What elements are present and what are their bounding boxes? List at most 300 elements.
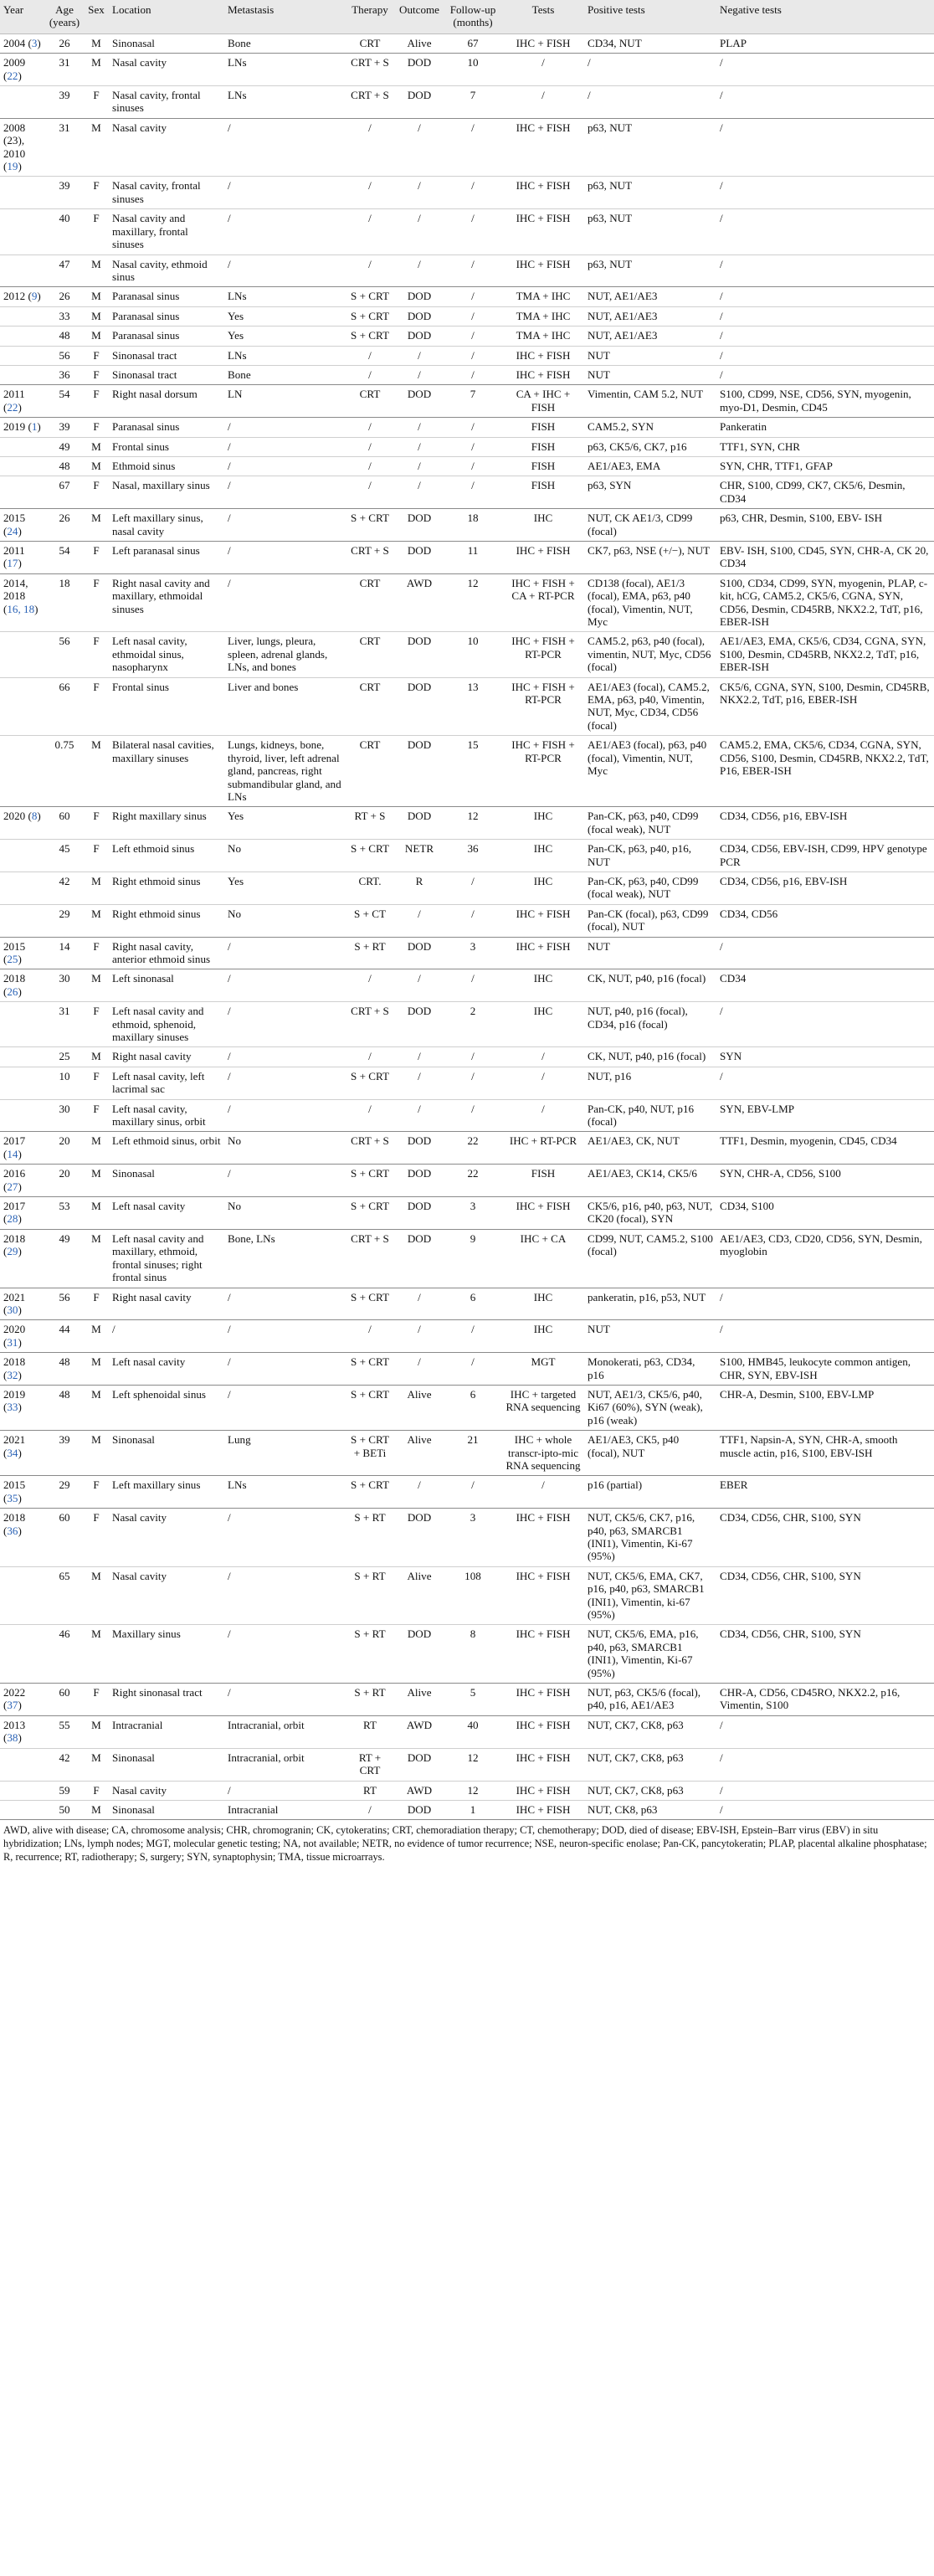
outcome-cell: AWD [395, 1781, 444, 1800]
outcome-cell: DOD [395, 1800, 444, 1819]
year-text: 2014, 2018 [3, 576, 28, 603]
reference-link[interactable]: 17 [7, 557, 18, 570]
follow-up-cell: / [444, 306, 502, 326]
table-row [0, 287, 934, 306]
sex-cell: M [84, 1625, 109, 1684]
reference-link[interactable]: 35 [7, 1491, 18, 1504]
reference-link[interactable]: 26 [7, 985, 18, 998]
outcome-cell: Alive [395, 1431, 444, 1476]
outcome-cell: / [395, 476, 444, 509]
tests-cell: IHC + FISH [502, 542, 584, 574]
therapy-cell: S + CRT [345, 840, 395, 872]
tests-cell: CA + IHC + FISH [502, 385, 584, 418]
year-text: 2018 [3, 1231, 26, 1245]
therapy-cell: / [345, 365, 395, 384]
reference-link[interactable]: 9 [31, 290, 38, 303]
year-cell: 2004 (3) [0, 33, 45, 53]
location-cell: Sinonasal [109, 1165, 224, 1197]
age-cell: 30 [45, 969, 84, 1002]
table-row [0, 1353, 934, 1386]
column-header: Follow-up (months) [444, 0, 502, 33]
tests-cell: IHC + FISH [502, 1715, 584, 1748]
outcome-cell: / [395, 1047, 444, 1067]
metastasis-cell: / [224, 509, 345, 542]
table-row [0, 118, 934, 177]
positive-tests-cell: p16 (partial) [584, 1476, 716, 1509]
age-cell: 53 [45, 1197, 84, 1230]
therapy-cell: / [345, 437, 395, 456]
follow-up-cell: 9 [444, 1229, 502, 1288]
location-cell: Nasal cavity [109, 1509, 224, 1567]
metastasis-cell: / [224, 1684, 345, 1716]
metastasis-cell: / [224, 437, 345, 456]
metastasis-cell: / [224, 1385, 345, 1430]
outcome-cell: DOD [395, 1229, 444, 1288]
outcome-cell: DOD [395, 1165, 444, 1197]
metastasis-cell: / [224, 177, 345, 209]
positive-tests-cell: CK, NUT, p40, p16 (focal) [584, 1047, 716, 1067]
tests-cell: IHC [502, 807, 584, 840]
tests-cell: IHC + FISH [502, 1781, 584, 1800]
metastasis-cell: Yes [224, 807, 345, 840]
sex-cell: F [84, 385, 109, 418]
year-text: 2018 [3, 1511, 26, 1525]
tests-cell: IHC [502, 1288, 584, 1320]
positive-tests-cell: CK5/6, p16, p40, p63, NUT, CK20 (focal), SYN [584, 1197, 716, 1230]
negative-tests-cell: S100, CD99, NSE, CD56, SYN, myogenin, myo-D1, Desmin, CD45 [716, 385, 934, 418]
reference-link[interactable]: 31 [7, 1335, 18, 1349]
positive-tests-cell: NUT [584, 1320, 716, 1353]
follow-up-cell: 67 [444, 33, 502, 53]
positive-tests-cell: NUT, CK8, p63 [584, 1800, 716, 1819]
year-text: 2015 [3, 939, 26, 953]
year-cell [0, 632, 45, 677]
reference-link[interactable]: 19 [7, 160, 18, 173]
column-header: Sex [84, 0, 109, 33]
reference-link[interactable]: 28 [7, 1212, 18, 1226]
metastasis-cell: Liver, lungs, pleura, spleen, adrenal glands, LNs, and bones [224, 632, 345, 677]
positive-tests-cell: Pan-CK (focal), p63, CD99 (focal), NUT [584, 904, 716, 937]
tests-cell: IHC + FISH [502, 1800, 584, 1819]
table-row [0, 937, 934, 969]
metastasis-cell: LNs [224, 346, 345, 365]
metastasis-cell: / [224, 573, 345, 632]
table-row [0, 632, 934, 677]
reference-link[interactable]: 14 [7, 1147, 18, 1160]
sex-cell: M [84, 1715, 109, 1748]
age-cell: 25 [45, 1047, 84, 1067]
follow-up-cell: / [444, 476, 502, 509]
reference-link[interactable]: 16, 18 [7, 602, 35, 615]
age-cell: 20 [45, 1165, 84, 1197]
follow-up-cell: / [444, 346, 502, 365]
therapy-cell: S + CRT [345, 287, 395, 306]
metastasis-cell: Bone [224, 365, 345, 384]
follow-up-cell: 3 [444, 937, 502, 969]
negative-tests-cell: PLAP [716, 33, 934, 53]
table-row [0, 969, 934, 1002]
age-cell: 10 [45, 1067, 84, 1099]
sex-cell: F [84, 476, 109, 509]
negative-tests-cell: / [716, 346, 934, 365]
positive-tests-cell: NUT, CK5/6, EMA, p16, p40, p63, SMARCB1 (INI1), Vimentin, Ki-67 (95%) [584, 1625, 716, 1684]
column-header: Tests [502, 0, 584, 33]
therapy-cell: / [345, 118, 395, 177]
location-cell: Paranasal sinus [109, 326, 224, 346]
age-cell: 54 [45, 385, 84, 418]
outcome-cell: DOD [395, 287, 444, 306]
reference-link[interactable]: 25 [7, 952, 18, 965]
age-cell: 20 [45, 1132, 84, 1165]
metastasis-cell: LNs [224, 1476, 345, 1509]
age-cell: 26 [45, 287, 84, 306]
outcome-cell: DOD [395, 326, 444, 346]
therapy-cell: S + RT [345, 1566, 395, 1625]
positive-tests-cell: CAM5.2, p63, p40 (focal), vimentin, NUT, Myc, CD56 (focal) [584, 632, 716, 677]
therapy-cell: S + RT [345, 1625, 395, 1684]
age-cell: 48 [45, 456, 84, 476]
year-cell [0, 1067, 45, 1099]
outcome-cell: / [395, 346, 444, 365]
therapy-cell: S + RT [345, 937, 395, 969]
year-cell [0, 1748, 45, 1781]
year-text: 2015 [3, 1478, 26, 1492]
outcome-cell: / [395, 365, 444, 384]
sex-cell: F [84, 365, 109, 384]
reference-link[interactable]: 3 [31, 36, 38, 49]
therapy-cell: S + CRT [345, 1288, 395, 1320]
sex-cell: F [84, 840, 109, 872]
year-cell: 2018 (32) [0, 1353, 45, 1386]
negative-tests-cell: SYN [716, 1047, 934, 1067]
follow-up-cell: / [444, 418, 502, 437]
metastasis-cell: Yes [224, 326, 345, 346]
positive-tests-cell: AE1/AE3, CK14, CK5/6 [584, 1165, 716, 1197]
location-cell: Right ethmoid sinus [109, 904, 224, 937]
sex-cell: M [84, 1353, 109, 1386]
location-cell: Sinonasal tract [109, 365, 224, 384]
table-row [0, 306, 934, 326]
reference-link[interactable]: 29 [7, 1245, 18, 1258]
table-row [0, 1320, 934, 1353]
metastasis-cell: / [224, 542, 345, 574]
negative-tests-cell: AE1/AE3, CD3, CD20, CD56, SYN, Desmin, myoglobin [716, 1229, 934, 1288]
positive-tests-cell: NUT, p40, p16 (focal), CD34, p16 (focal) [584, 1002, 716, 1047]
reference-link[interactable]: 1 [31, 420, 38, 434]
tests-cell: / [502, 86, 584, 119]
year-cell: 2015 (35) [0, 1476, 45, 1509]
metastasis-cell: Intracranial, orbit [224, 1715, 345, 1748]
outcome-cell: / [395, 1476, 444, 1509]
reference-link[interactable]: 32 [7, 1368, 18, 1381]
location-cell: Right nasal cavity, anterior ethmoid sinus [109, 937, 224, 969]
negative-tests-cell: / [716, 365, 934, 384]
tests-cell: / [502, 1476, 584, 1509]
age-cell: 44 [45, 1320, 84, 1353]
year-cell [0, 677, 45, 736]
table-row [0, 326, 934, 346]
positive-tests-cell: AE1/AE3 (focal), CAM5.2, EMA, p63, p40, Vimentin, NUT, Myc, CD34, CD56 (focal) [584, 677, 716, 736]
negative-tests-cell: / [716, 1715, 934, 1748]
outcome-cell: AWD [395, 573, 444, 632]
metastasis-cell: Lungs, kidneys, bone, thyroid, liver, left adrenal gland, pancreas, right submandibular gland, and LNs [224, 736, 345, 807]
positive-tests-cell: CD138 (focal), AE1/3 (focal), EMA, p63, p40 (focal), Vimentin, NUT, Myc [584, 573, 716, 632]
table-row [0, 33, 934, 53]
reference-link[interactable]: 30 [7, 1303, 18, 1316]
age-cell: 50 [45, 1800, 84, 1819]
year-cell: 2014, 2018 (16, 18) [0, 573, 45, 632]
location-cell: Nasal cavity [109, 118, 224, 177]
year-cell: 2013 (38) [0, 1715, 45, 1748]
positive-tests-cell: NUT, CK7, CK8, p63 [584, 1781, 716, 1800]
negative-tests-cell: EBV- ISH, S100, CD45, SYN, CHR-A, CK 20, CD34 [716, 542, 934, 574]
age-cell: 65 [45, 1566, 84, 1625]
table-row [0, 509, 934, 542]
year-cell: 2015 (25) [0, 937, 45, 969]
tests-cell: FISH [502, 1165, 584, 1197]
tests-cell: IHC + RT-PCR [502, 1132, 584, 1165]
tests-cell: IHC + FISH [502, 1197, 584, 1230]
outcome-cell: DOD [395, 54, 444, 86]
year-text: 2020 [3, 1323, 26, 1336]
therapy-cell: / [345, 456, 395, 476]
negative-tests-cell: / [716, 1067, 934, 1099]
positive-tests-cell: NUT, AE1/AE3 [584, 326, 716, 346]
location-cell: Left ethmoid sinus, orbit [109, 1132, 224, 1165]
positive-tests-cell: Pan-CK, p63, p40, p16, NUT [584, 840, 716, 872]
therapy-cell: RT [345, 1715, 395, 1748]
sex-cell: M [84, 33, 109, 53]
therapy-cell: / [345, 1320, 395, 1353]
metastasis-cell: No [224, 1132, 345, 1165]
year-cell [0, 1566, 45, 1625]
therapy-cell: RT [345, 1781, 395, 1800]
year-text: 2020 [3, 810, 26, 823]
negative-tests-cell: S100, CD34, CD99, SYN, myogenin, PLAP, c-kit, hCG, CAM5.2, CK5/6, CGNA, SYN, CD56, Desmin, CD45RB, NKX2.2, TdT, p16, EBER-ISH [716, 573, 934, 632]
follow-up-cell: 10 [444, 54, 502, 86]
tests-cell: IHC + targeted RNA sequencing [502, 1385, 584, 1430]
tests-cell: IHC + FISH + RT-PCR [502, 632, 584, 677]
therapy-cell: CRT + S [345, 54, 395, 86]
outcome-cell: DOD [395, 86, 444, 119]
negative-tests-cell: CD34 [716, 969, 934, 1002]
table-row [0, 1715, 934, 1748]
column-header: Age (years) [45, 0, 84, 33]
positive-tests-cell: Monokerati, p63, CD34, p16 [584, 1353, 716, 1386]
follow-up-cell: 2 [444, 1002, 502, 1047]
therapy-cell: CRT [345, 573, 395, 632]
negative-tests-cell: SYN, EBV-LMP [716, 1099, 934, 1132]
follow-up-cell: / [444, 1099, 502, 1132]
table-row [0, 904, 934, 937]
table-row [0, 456, 934, 476]
reference-link[interactable]: 22 [7, 69, 18, 82]
location-cell: Nasal cavity [109, 1566, 224, 1625]
follow-up-cell: 5 [444, 1684, 502, 1716]
year-cell [0, 86, 45, 119]
sex-cell: M [84, 456, 109, 476]
metastasis-cell: / [224, 209, 345, 255]
negative-tests-cell: TTF1, Desmin, myogenin, CD45, CD34 [716, 1132, 934, 1165]
year-cell: 2018 (26) [0, 969, 45, 1002]
sex-cell: F [84, 573, 109, 632]
table-row [0, 1684, 934, 1716]
metastasis-cell: / [224, 476, 345, 509]
location-cell: Right sinonasal tract [109, 1684, 224, 1716]
sex-cell: M [84, 1385, 109, 1430]
location-cell: Left paranasal sinus [109, 542, 224, 574]
location-cell: Maxillary sinus [109, 1625, 224, 1684]
year-cell [0, 1047, 45, 1067]
column-header: Location [109, 0, 224, 33]
location-cell: Right nasal cavity and maxillary, ethmoidal sinuses [109, 573, 224, 632]
follow-up-cell: / [444, 209, 502, 255]
age-cell: 56 [45, 632, 84, 677]
outcome-cell: DOD [395, 1748, 444, 1781]
outcome-cell: DOD [395, 306, 444, 326]
follow-up-cell: 1 [444, 1800, 502, 1819]
negative-tests-cell: / [716, 1320, 934, 1353]
therapy-cell: CRT + S [345, 542, 395, 574]
sex-cell: M [84, 736, 109, 807]
age-cell: 18 [45, 573, 84, 632]
reference-link[interactable]: 34 [7, 1446, 18, 1459]
year-cell: 2012 (9) [0, 287, 45, 306]
metastasis-cell: / [224, 1566, 345, 1625]
follow-up-cell: / [444, 1067, 502, 1099]
age-cell: 49 [45, 1229, 84, 1288]
location-cell: Paranasal sinus [109, 306, 224, 326]
location-cell: Left nasal cavity [109, 1353, 224, 1386]
follow-up-cell: / [444, 177, 502, 209]
table-row [0, 385, 934, 418]
year-text: 2022 [3, 1686, 26, 1699]
negative-tests-cell: p63, CHR, Desmin, S100, EBV- ISH [716, 509, 934, 542]
sex-cell: F [84, 86, 109, 119]
location-cell: Left nasal cavity [109, 1197, 224, 1230]
therapy-cell: S + CT [345, 904, 395, 937]
tests-cell: TMA + IHC [502, 306, 584, 326]
reference-link[interactable]: 8 [31, 810, 38, 823]
sex-cell: F [84, 418, 109, 437]
follow-up-cell: 15 [444, 736, 502, 807]
location-cell: Frontal sinus [109, 677, 224, 736]
outcome-cell: / [395, 456, 444, 476]
therapy-cell: S + CRT [345, 306, 395, 326]
sex-cell: F [84, 677, 109, 736]
reference-link[interactable]: 38 [7, 1731, 18, 1745]
negative-tests-cell: SYN, CHR, TTF1, GFAP [716, 456, 934, 476]
metastasis-cell: Intracranial, orbit [224, 1748, 345, 1781]
therapy-cell: S + CRT [345, 509, 395, 542]
negative-tests-cell: S100, HMB45, leukocyte common antigen, CHR, SYN, EBV-ISH [716, 1353, 934, 1386]
therapy-cell: S + CRT + BETi [345, 1431, 395, 1476]
reference-link[interactable]: 33 [7, 1401, 18, 1414]
year-text: 2016 [3, 1167, 26, 1180]
metastasis-cell: LN [224, 385, 345, 418]
reference-link[interactable]: 37 [7, 1699, 18, 1712]
tests-cell: IHC + FISH [502, 118, 584, 177]
age-cell: 40 [45, 209, 84, 255]
column-header: Positive tests [584, 0, 716, 33]
negative-tests-cell: CD34, S100 [716, 1197, 934, 1230]
therapy-cell: S + CRT [345, 1353, 395, 1386]
therapy-cell: RT + CRT [345, 1748, 395, 1781]
year-cell: 2021 (30) [0, 1288, 45, 1320]
table-row [0, 1165, 934, 1197]
location-cell: Bilateral nasal cavities, maxillary sinuses [109, 736, 224, 807]
sex-cell: M [84, 872, 109, 904]
positive-tests-cell: p63, NUT [584, 118, 716, 177]
sex-cell: M [84, 287, 109, 306]
tests-cell: / [502, 1047, 584, 1067]
year-cell [0, 476, 45, 509]
year-text: 2008 (23), 2010 [3, 121, 26, 160]
reference-link[interactable]: 27 [7, 1180, 18, 1193]
sex-cell: M [84, 54, 109, 86]
sex-cell: M [84, 509, 109, 542]
sex-cell: M [84, 1566, 109, 1625]
table-row [0, 418, 934, 437]
reference-link[interactable]: 22 [7, 400, 18, 414]
follow-up-cell: / [444, 255, 502, 287]
negative-tests-cell: / [716, 255, 934, 287]
follow-up-cell: 36 [444, 840, 502, 872]
reference-link[interactable]: 24 [7, 524, 18, 537]
year-cell: 2019 (33) [0, 1385, 45, 1430]
location-cell: Left maxillary sinus, nasal cavity [109, 509, 224, 542]
year-cell: 2008 (23), 2010 (19) [0, 118, 45, 177]
table-row [0, 1385, 934, 1430]
age-cell: 59 [45, 1781, 84, 1800]
tests-cell: / [502, 1099, 584, 1132]
negative-tests-cell: / [716, 118, 934, 177]
tests-cell: TMA + IHC [502, 287, 584, 306]
year-cell: 2022 (37) [0, 1684, 45, 1716]
table-row [0, 1288, 934, 1320]
year-text: 2004 [3, 36, 26, 49]
positive-tests-cell: CK, NUT, p40, p16 (focal) [584, 969, 716, 1002]
follow-up-cell: / [444, 1353, 502, 1386]
year-cell: 2021 (34) [0, 1431, 45, 1476]
therapy-cell: / [345, 209, 395, 255]
table-row [0, 1132, 934, 1165]
sex-cell: F [84, 209, 109, 255]
outcome-cell: / [395, 1099, 444, 1132]
positive-tests-cell: NUT, CK5/6, EMA, CK7, p16, p40, p63, SMARCB1 (INI1), Vimentin, ki-67 (95%) [584, 1566, 716, 1625]
age-cell: 46 [45, 1625, 84, 1684]
negative-tests-cell: CHR, S100, CD99, CK7, CK5/6, Desmin, CD34 [716, 476, 934, 509]
tests-cell: FISH [502, 418, 584, 437]
positive-tests-cell: NUT, AE1/AE3 [584, 306, 716, 326]
tests-cell: IHC + FISH [502, 365, 584, 384]
positive-tests-cell: NUT, CK5/6, CK7, p16, p40, p63, SMARCB1 (INI1), Vimentin, Ki-67 (95%) [584, 1509, 716, 1567]
location-cell: Left nasal cavity, maxillary sinus, orbit [109, 1099, 224, 1132]
age-cell: 42 [45, 872, 84, 904]
metastasis-cell: Intracranial [224, 1800, 345, 1819]
outcome-cell: DOD [395, 1002, 444, 1047]
table-footnote: AWD, alive with disease; CA, chromosome analysis; CHR, chromogranin; CK, cytokeratins; CRT, chemoradiation therapy; CT, chemotherapy; DOD, died of disease; EBV-ISH, Epstein–Barr virus (EBV) in situ hybridization; LNs, lymph nodes; MGT, molecular genetic testing; NA, not available; NETR, no evidence of tumor recurrence; NSE, neuron-specific enolase; Pan-CK, pancytokeratin; PLAP, placental alkaline phosphatase; R, recurrence; RT, radiotherapy; S, surgery; SYN, synaptophysin; TMA, tissue microarrays. [0, 1819, 934, 1870]
metastasis-cell: Yes [224, 872, 345, 904]
table-row [0, 542, 934, 574]
year-cell: 2020 (31) [0, 1320, 45, 1353]
table-row [0, 1566, 934, 1625]
negative-tests-cell: / [716, 209, 934, 255]
negative-tests-cell: / [716, 1781, 934, 1800]
therapy-cell: RT + S [345, 807, 395, 840]
reference-link[interactable]: 36 [7, 1524, 18, 1537]
table-row [0, 177, 934, 209]
